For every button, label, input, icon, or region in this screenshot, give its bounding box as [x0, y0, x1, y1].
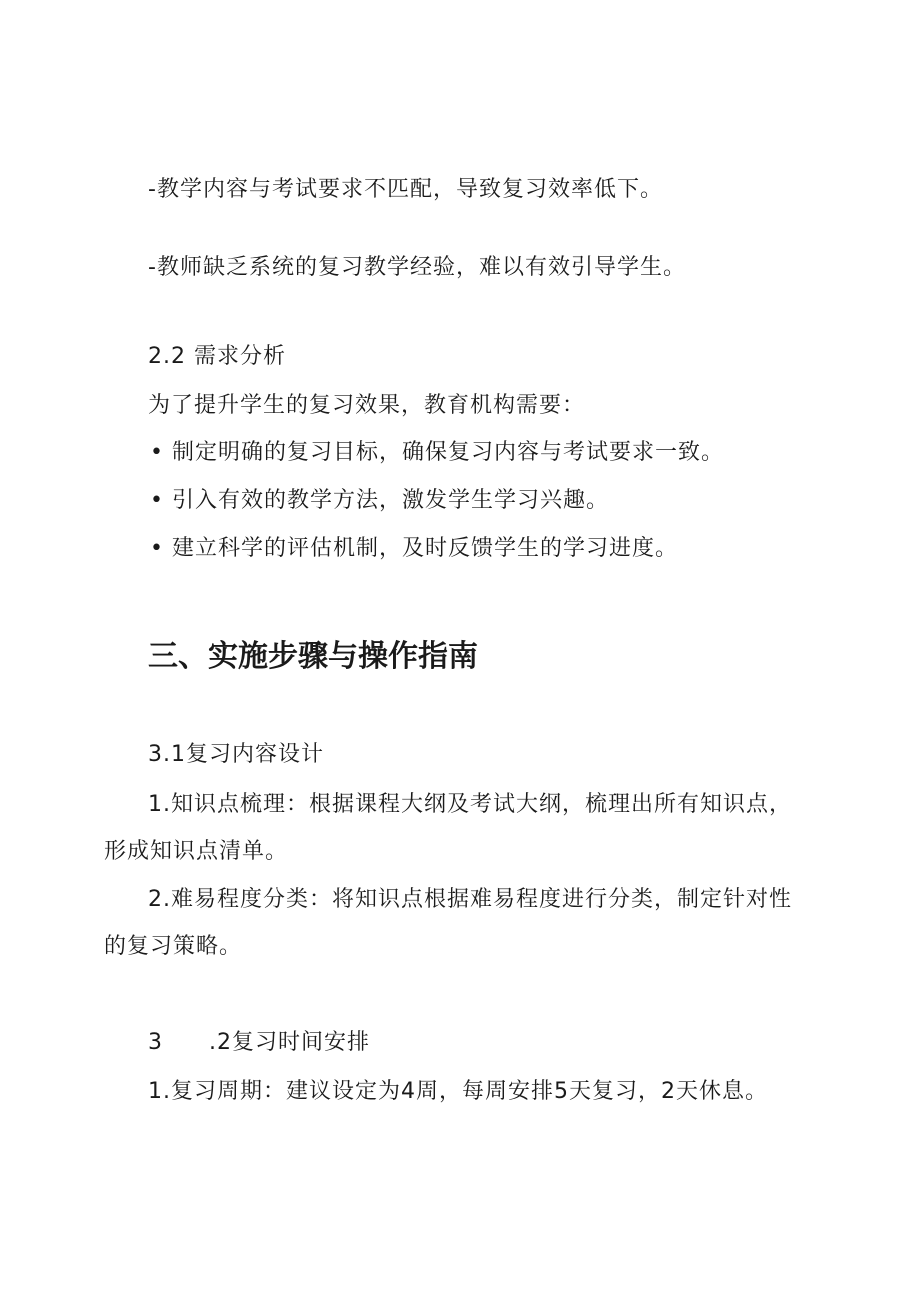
bullet-item-3: [150, 534, 678, 564]
bullet-text: 建立科学的评估机制，及时反馈学生的学习进度。: [172, 536, 679, 561]
problem-item-2: -教师缺乏系统的复习教学经验，难以有效引导学生。: [148, 255, 686, 280]
problem-item-1: -教学内容与考试要求不匹配，导致复习效率低下。: [148, 177, 663, 202]
section-3-1-item-2-line-2: 的复习策略。: [104, 934, 243, 959]
bullet-dot: •: [150, 536, 164, 561]
bullet-dot: •: [150, 488, 164, 513]
section-2-2-title: 2.2 需求分析: [148, 344, 286, 369]
section-3-2-item-1: 1.复习周期：建议设定为4周，每周安排5天复习，2天休息。: [148, 1079, 768, 1104]
bullet-item-2: [150, 486, 609, 516]
section-2-2-intro: 为了提升学生的复习效果，教育机构需要：: [148, 393, 586, 418]
section-3-2-title-text: .2复习时间安排: [209, 1030, 370, 1055]
section-3-1-item-1-line-1: 1.知识点梳理：根据课程大纲及考试大纲，梳理出所有知识点，: [148, 792, 792, 817]
section-3-2-title-number: 3: [148, 1030, 163, 1055]
section-3-1-item-1-line-2: 形成知识点清单。: [104, 839, 289, 864]
bullet-text: 制定明确的复习目标，确保复习内容与考试要求一致。: [172, 440, 725, 465]
section-3-2-title: [148, 1028, 370, 1058]
bullet-text: 引入有效的教学方法，激发学生学习兴趣。: [172, 488, 610, 513]
section-3-1-title: 3.1复习内容设计: [148, 742, 324, 767]
section-3-1-item-2-line-1: 2.难易程度分类：将知识点根据难易程度进行分类，制定针对性: [148, 887, 792, 912]
bullet-dot: •: [150, 440, 164, 465]
bullet-item-1: [150, 438, 724, 468]
section-3-heading: 三、实施步骤与操作指南: [148, 639, 478, 674]
